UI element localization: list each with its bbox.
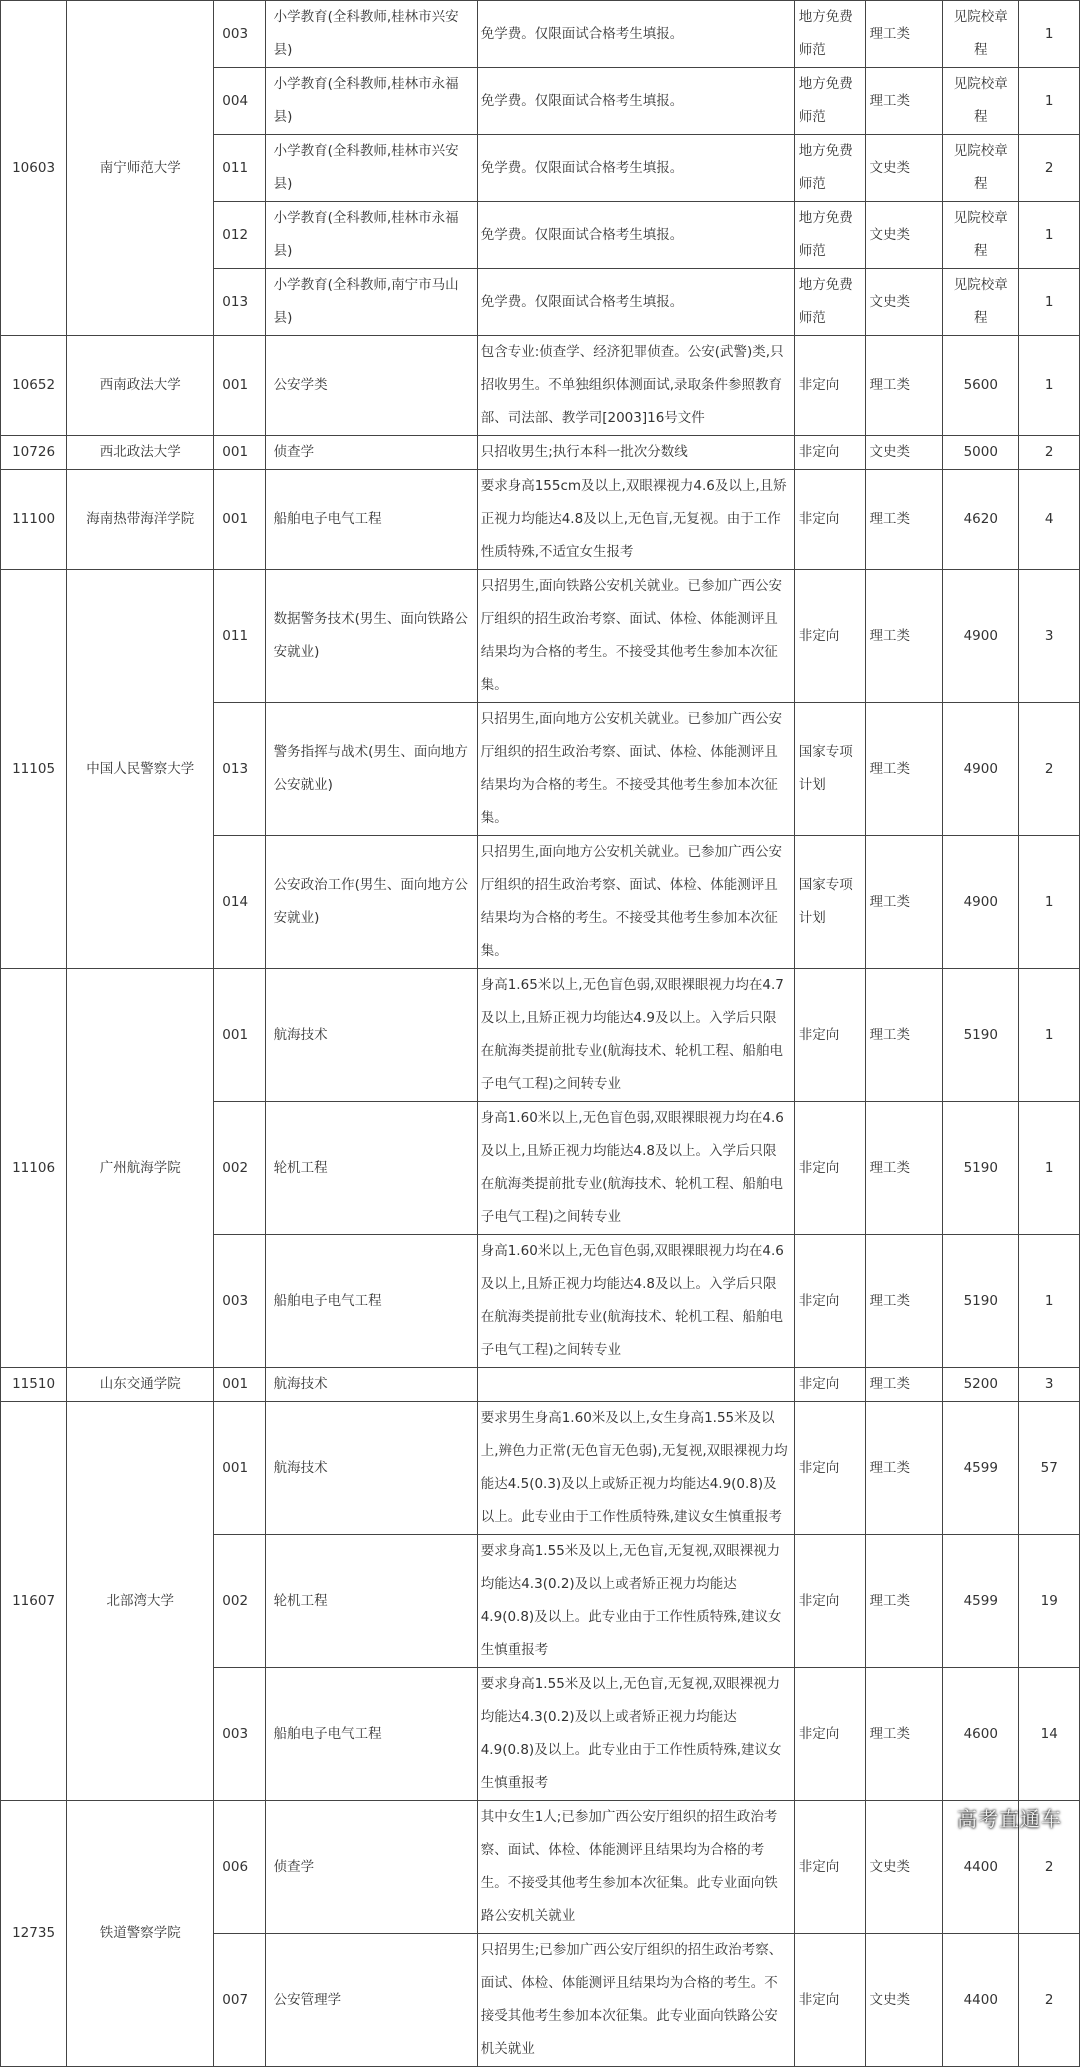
min-score: 5000 (943, 436, 1019, 470)
major-name: 小学教育(全科教师,桂林市兴安县) (265, 1, 477, 68)
plan-count: 57 (1019, 1402, 1080, 1535)
institution-code: 11100 (1, 470, 67, 570)
min-score: 5200 (943, 1368, 1019, 1402)
plan-type: 国家专项计划 (794, 703, 865, 836)
subject-category: 文史类 (865, 269, 943, 336)
subject-category: 理工类 (865, 1402, 943, 1535)
institution-code: 10652 (1, 336, 67, 436)
plan-count: 2 (1019, 1801, 1080, 1934)
subject-category: 理工类 (865, 1535, 943, 1668)
institution-name: 西北政法大学 (67, 436, 214, 470)
min-score: 5190 (943, 1102, 1019, 1235)
plan-type: 非定向 (794, 1934, 865, 2067)
institution-code: 11105 (1, 570, 67, 969)
institution-code: 11607 (1, 1402, 67, 1801)
major-note: 只招收男生;执行本科一批次分数线 (477, 436, 794, 470)
major-note: 要求身高1.55米及以上,无色盲,无复视,双眼裸视力均能达4.3(0.2)及以上或者矫正视力均能达4.9(0.8)及以上。此专业由于工作性质特殊,建议女生慎重报考 (477, 1668, 794, 1801)
subject-category: 理工类 (865, 836, 943, 969)
major-name: 数据警务技术(男生、面向铁路公安就业) (265, 570, 477, 703)
plan-count: 4 (1019, 470, 1080, 570)
min-score: 4900 (943, 836, 1019, 969)
major-code: 003 (214, 1668, 265, 1801)
major-name: 小学教育(全科教师,桂林市兴安县) (265, 135, 477, 202)
min-score: 5190 (943, 1235, 1019, 1368)
major-name: 侦查学 (265, 436, 477, 470)
major-note: 只招男生,面向地方公安机关就业。已参加广西公安厅组织的招生政治考察、面试、体检、体能测评且结果均为合格的考生。不接受其他考生参加本次征集。 (477, 703, 794, 836)
plan-type: 非定向 (794, 1368, 865, 1402)
major-note: 只招男生;已参加广西公安厅组织的招生政治考察、面试、体检、体能测评且结果均为合格的考生。不接受其他考生参加本次征集。此专业面向铁路公安机关就业 (477, 1934, 794, 2067)
institution-name: 中国人民警察大学 (67, 570, 214, 969)
major-name: 小学教育(全科教师,南宁市马山县) (265, 269, 477, 336)
subject-category: 理工类 (865, 969, 943, 1102)
plan-type: 非定向 (794, 1668, 865, 1801)
major-note: 身高1.60米以上,无色盲色弱,双眼裸眼视力均在4.6及以上,且矫正视力均能达4.8及以上。入学后只限在航海类提前批专业(航海技术、轮机工程、船舶电子电气工程)之间转专业 (477, 1235, 794, 1368)
plan-count: 1 (1019, 836, 1080, 969)
major-name: 轮机工程 (265, 1102, 477, 1235)
major-name: 公安政治工作(男生、面向地方公安就业) (265, 836, 477, 969)
major-note: 要求男生身高1.60米及以上,女生身高1.55米及以上,辨色力正常(无色盲无色弱),无复视,双眼裸视力均能达4.5(0.3)及以上或矫正视力均能达4.9(0.8)及以上。此专业由于工作性质特殊,建议女生慎重报考 (477, 1402, 794, 1535)
min-score: 见院校章程 (943, 1, 1019, 68)
plan-type: 非定向 (794, 336, 865, 436)
plan-count: 14 (1019, 1668, 1080, 1801)
min-score: 4620 (943, 470, 1019, 570)
major-note (477, 1368, 794, 1402)
major-name: 警务指挥与战术(男生、面向地方公安就业) (265, 703, 477, 836)
major-name: 侦查学 (265, 1801, 477, 1934)
plan-type: 非定向 (794, 1235, 865, 1368)
institution-name: 广州航海学院 (67, 969, 214, 1368)
major-code: 002 (214, 1102, 265, 1235)
major-name: 船舶电子电气工程 (265, 470, 477, 570)
table-row (1, 969, 1080, 1102)
major-note: 身高1.60米以上,无色盲色弱,双眼裸眼视力均在4.6及以上,且矫正视力均能达4.8及以上。入学后只限在航海类提前批专业(航海技术、轮机工程、船舶电子电气工程)之间转专业 (477, 1102, 794, 1235)
major-name: 小学教育(全科教师,桂林市永福县) (265, 68, 477, 135)
min-score: 4400 (943, 1934, 1019, 2067)
subject-category: 理工类 (865, 1235, 943, 1368)
major-code: 011 (214, 135, 265, 202)
major-note: 包含专业:侦查学、经济犯罪侦查。公安(武警)类,只招收男生。不单独组织体测面试,录取条件参照教育部、司法部、教学司[2003]16号文件 (477, 336, 794, 436)
major-name: 航海技术 (265, 969, 477, 1102)
plan-count: 3 (1019, 1368, 1080, 1402)
major-note: 身高1.65米以上,无色盲色弱,双眼裸眼视力均在4.7及以上,且矫正视力均能达4.9及以上。入学后只限在航海类提前批专业(航海技术、轮机工程、船舶电子电气工程)之间转专业 (477, 969, 794, 1102)
plan-count: 1 (1019, 68, 1080, 135)
major-name: 航海技术 (265, 1402, 477, 1535)
subject-category: 文史类 (865, 1801, 943, 1934)
plan-type: 非定向 (794, 436, 865, 470)
institution-name: 西南政法大学 (67, 336, 214, 436)
plan-type: 地方免费师范 (794, 135, 865, 202)
plan-count: 1 (1019, 269, 1080, 336)
major-code: 001 (214, 436, 265, 470)
major-code: 001 (214, 969, 265, 1102)
subject-category: 理工类 (865, 570, 943, 703)
plan-count: 1 (1019, 202, 1080, 269)
institution-code: 11510 (1, 1368, 67, 1402)
major-code: 004 (214, 68, 265, 135)
major-note: 免学费。仅限面试合格考生填报。 (477, 269, 794, 336)
plan-type: 国家专项计划 (794, 836, 865, 969)
plan-count: 3 (1019, 570, 1080, 703)
major-code: 003 (214, 1235, 265, 1368)
major-note: 只招男生,面向地方公安机关就业。已参加广西公安厅组织的招生政治考察、面试、体检、体能测评且结果均为合格的考生。不接受其他考生参加本次征集。 (477, 836, 794, 969)
major-name: 公安管理学 (265, 1934, 477, 2067)
institution-code: 12735 (1, 1801, 67, 2067)
plan-type: 非定向 (794, 1535, 865, 1668)
institution-name: 南宁师范大学 (67, 1, 214, 336)
plan-count: 1 (1019, 969, 1080, 1102)
institution-name: 铁道警察学院 (67, 1801, 214, 2067)
major-note: 要求身高1.55米及以上,无色盲,无复视,双眼裸视力均能达4.3(0.2)及以上或者矫正视力均能达4.9(0.8)及以上。此专业由于工作性质特殊,建议女生慎重报考 (477, 1535, 794, 1668)
plan-type: 非定向 (794, 470, 865, 570)
table-row (1, 570, 1080, 703)
plan-count: 19 (1019, 1535, 1080, 1668)
table-row (1, 1402, 1080, 1535)
major-code: 006 (214, 1801, 265, 1934)
min-score: 见院校章程 (943, 68, 1019, 135)
min-score: 见院校章程 (943, 269, 1019, 336)
table-row (1, 1368, 1080, 1402)
watermark: 高考直通车 (957, 1807, 1062, 1831)
min-score: 4600 (943, 1668, 1019, 1801)
min-score: 4400 (943, 1801, 1019, 1934)
institution-name: 海南热带海洋学院 (67, 470, 214, 570)
major-code: 001 (214, 1368, 265, 1402)
subject-category: 理工类 (865, 470, 943, 570)
institution-code: 10603 (1, 1, 67, 336)
min-score: 4599 (943, 1535, 1019, 1668)
table-row (1, 1, 1080, 68)
plan-count: 2 (1019, 703, 1080, 836)
institution-code: 11106 (1, 969, 67, 1368)
major-name: 船舶电子电气工程 (265, 1668, 477, 1801)
subject-category: 理工类 (865, 1, 943, 68)
major-name: 航海技术 (265, 1368, 477, 1402)
plan-type: 地方免费师范 (794, 269, 865, 336)
major-note: 免学费。仅限面试合格考生填报。 (477, 135, 794, 202)
min-score: 见院校章程 (943, 135, 1019, 202)
major-code: 007 (214, 1934, 265, 2067)
major-code: 012 (214, 202, 265, 269)
table-row (1, 336, 1080, 436)
plan-type: 非定向 (794, 570, 865, 703)
institution-name: 山东交通学院 (67, 1368, 214, 1402)
plan-count: 1 (1019, 336, 1080, 436)
major-code: 013 (214, 269, 265, 336)
plan-type: 地方免费师范 (794, 202, 865, 269)
major-name: 船舶电子电气工程 (265, 1235, 477, 1368)
subject-category: 理工类 (865, 703, 943, 836)
subject-category: 文史类 (865, 436, 943, 470)
major-name: 小学教育(全科教师,桂林市永福县) (265, 202, 477, 269)
plan-count: 2 (1019, 436, 1080, 470)
subject-category: 理工类 (865, 1102, 943, 1235)
plan-count: 2 (1019, 1934, 1080, 2067)
institution-code: 10726 (1, 436, 67, 470)
major-note: 免学费。仅限面试合格考生填报。 (477, 68, 794, 135)
plan-type: 非定向 (794, 1102, 865, 1235)
subject-category: 文史类 (865, 1934, 943, 2067)
min-score: 4900 (943, 703, 1019, 836)
major-code: 013 (214, 703, 265, 836)
major-code: 001 (214, 336, 265, 436)
plan-type: 非定向 (794, 1801, 865, 1934)
subject-category: 理工类 (865, 336, 943, 436)
major-code: 011 (214, 570, 265, 703)
min-score: 4900 (943, 570, 1019, 703)
subject-category: 理工类 (865, 1668, 943, 1801)
major-code: 003 (214, 1, 265, 68)
major-name: 公安学类 (265, 336, 477, 436)
subject-category: 理工类 (865, 68, 943, 135)
plan-count: 2 (1019, 135, 1080, 202)
min-score: 5190 (943, 969, 1019, 1102)
subject-category: 理工类 (865, 1368, 943, 1402)
major-code: 014 (214, 836, 265, 969)
major-code: 002 (214, 1535, 265, 1668)
plan-type: 非定向 (794, 969, 865, 1102)
table-row (1, 470, 1080, 570)
plan-type: 地方免费师范 (794, 1, 865, 68)
plan-type: 地方免费师范 (794, 68, 865, 135)
subject-category: 文史类 (865, 135, 943, 202)
subject-category: 文史类 (865, 202, 943, 269)
min-score: 4599 (943, 1402, 1019, 1535)
major-note: 免学费。仅限面试合格考生填报。 (477, 1, 794, 68)
major-note: 要求身高155cm及以上,双眼裸视力4.6及以上,且矫正视力均能达4.8及以上,无色盲,无复视。由于工作性质特殊,不适宜女生报考 (477, 470, 794, 570)
plan-count: 1 (1019, 1235, 1080, 1368)
major-note: 只招男生,面向铁路公安机关就业。已参加广西公安厅组织的招生政治考察、面试、体检、体能测评且结果均为合格的考生。不接受其他考生参加本次征集。 (477, 570, 794, 703)
min-score: 5600 (943, 336, 1019, 436)
plan-type: 非定向 (794, 1402, 865, 1535)
institution-name: 北部湾大学 (67, 1402, 214, 1801)
table-row (1, 1801, 1080, 1934)
major-code: 001 (214, 470, 265, 570)
major-note: 其中女生1人;已参加广西公安厅组织的招生政治考察、面试、体检、体能测评且结果均为合格的考生。不接受其他考生参加本次征集。此专业面向铁路公安机关就业 (477, 1801, 794, 1934)
min-score: 见院校章程 (943, 202, 1019, 269)
plan-count: 1 (1019, 1102, 1080, 1235)
plan-count: 1 (1019, 1, 1080, 68)
table-row (1, 436, 1080, 470)
major-code: 001 (214, 1402, 265, 1535)
major-name: 轮机工程 (265, 1535, 477, 1668)
major-note: 免学费。仅限面试合格考生填报。 (477, 202, 794, 269)
